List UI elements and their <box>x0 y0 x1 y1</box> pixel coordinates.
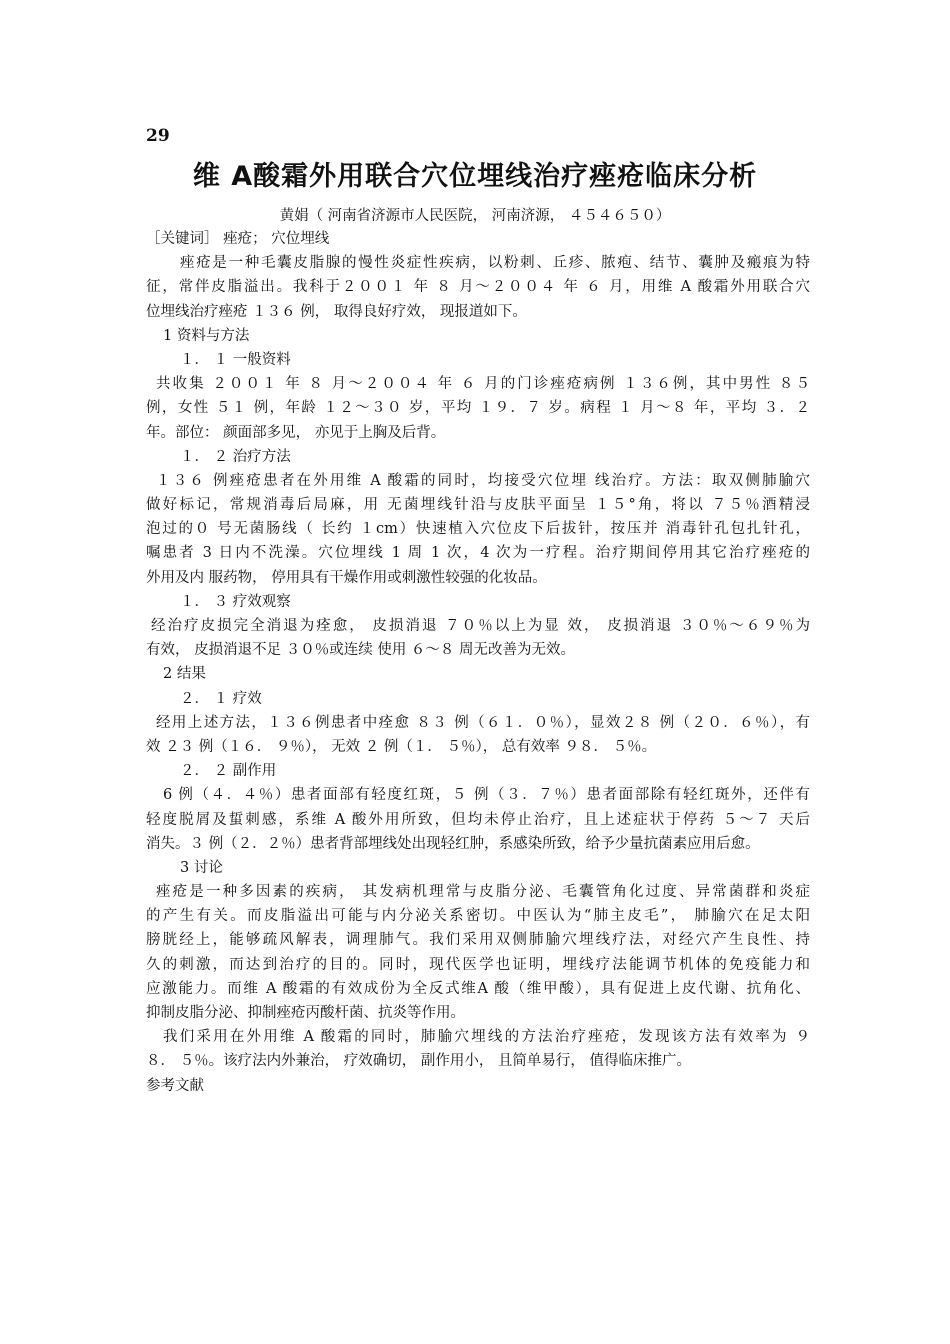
paragraph-line: 消失。３ 例（２．２％）患者背部埋线处出现轻红肿，系感染所致，给予少量抗菌素应用后愈。 <box>146 835 760 852</box>
paragraph-line: ８． ５％。该疗法内外兼治， 疗效确切， 副作用小， 且简单易行， 值得临床推广。 <box>146 1053 692 1070</box>
paragraph-line: 共收集 ２００１ 年 ８ 月～２００４ 年 ６ 月的门诊痤疮病例 １３６例，其中男性 ８５ <box>156 376 810 393</box>
abstract-line: 位埋线治疗痤疮 １３６ 例， 取得良好疗效， 现报道如下。 <box>146 303 527 320</box>
paragraph-line: 泡过的０ 号无菌肠线（ 长约 １cm）快速植入穴位皮下后拔针，按压并 消毒针孔包扎针孔， <box>146 521 810 538</box>
abstract-line: 痤疮是一种毛囊皮脂腺的慢性炎症性疾病，以粉刺、丘疹、脓疱、结节、囊肿及瘢痕为特 <box>180 255 810 272</box>
paragraph-line: 抑制皮脂分泌、抑制痤疮丙酸杆菌、抗炎等作用。 <box>146 1005 465 1021</box>
paragraph-line: 痤疮是一种多因素的疾病， 其发病机理常与皮脂分泌、毛囊管角化过度、异常菌群和炎症 <box>156 884 810 901</box>
paragraph-line: 有效， 皮损消退不足 ３０％或连续 使用 ６～８ 周无改善为无效。 <box>146 642 576 659</box>
abstract-line: 征，常伴皮脂溢出。我科于２００１ 年 ８ 月～２００４ 年 ６ 月，用维 A 酸霜外用联合穴 <box>146 279 810 296</box>
paragraph-line: 我们采用在外用维 A 酸霜的同时，肺腧穴埋线的方法治疗痤疮，发现该方法有效率为 ９ <box>163 1029 810 1046</box>
paragraph-line: 经用上述方法，１３６例患者中痊愈 ８３ 例（６１．０％），显效２８ 例（２０．６％），有 <box>156 714 810 731</box>
paragraph-line: 轻度脱屑及蜇刺感，系维 A 酸外用所致，但均未停止治疗，且上述症状于停药 ５～７ 天后 <box>146 811 810 828</box>
section-heading: 2 结果 <box>163 666 206 683</box>
paragraph-line: 的产生有关。而皮脂溢出可能与内分泌关系密切。中医认为“肺主皮毛”， 肺腧穴在足太阳 <box>146 908 810 925</box>
paragraph-line: 6 例（４．４％）患者面部有轻度红斑，５ 例（３．７％）患者面部除有轻红斑外，还伴有 <box>163 787 810 804</box>
article-body <box>146 227 810 1098</box>
paragraph-line: 嘱患者 3 日内不洗澡。穴位埋线 1 周 1 次，4 次为一疗程。治疗期间停用其它治疗痤疮的 <box>146 545 810 562</box>
subsection-heading: １． ２ 治疗方法 <box>180 448 291 465</box>
subsection-heading: ２． ２ 副作用 <box>180 763 277 780</box>
subsection-heading: １． １ 一般资料 <box>180 351 291 368</box>
paragraph-line: 经治疗皮损完全消退为痊愈， 皮损消退 ７０％以上为显 效， 皮损消退 ３０％～６９％为 <box>151 618 810 634</box>
section-heading: 3 讨论 <box>180 859 223 876</box>
paragraph-line: 膀胱经上，能够疏风解表，调理肺气。我们采用双侧肺腧穴埋线疗法，对经穴产生良性、持 <box>146 932 810 949</box>
paragraph-line: 做好标记，常规消毒后局麻，用 无菌埋线针沿与皮肤平面呈 １５°角，将以 ７５％酒精浸 <box>146 497 810 514</box>
author-affiliation: 黄娟（ 河南省济源市人民医院， 河南济源， ４５４６５０） <box>279 208 671 224</box>
references-heading: 参考文献 <box>146 1077 204 1094</box>
page-number: 29 <box>146 126 170 146</box>
paragraph-line: 年。部位： 颜面部多见， 亦见于上胸及后背。 <box>146 424 446 441</box>
subsection-heading: １． ３ 疗效观察 <box>180 593 291 610</box>
paragraph-line: 外用及内 服药物， 停用具有干燥作用或刺激性较强的化妆品。 <box>146 569 547 586</box>
paragraph-line: 应激能力。而维 A 酸霜的有效成份为全反式维A 酸（维甲酸），具有促进上皮代谢、抗角化、 <box>146 980 810 997</box>
paragraph-line: 久的刺激，而达到治疗的目的。同时，现代医学也证明，埋线疗法能调节机体的免疫能力和 <box>146 956 810 973</box>
keywords: ［关键词］ 痤疮； 穴位埋线 <box>146 231 330 247</box>
section-heading: 1 资料与方法 <box>163 327 250 344</box>
paragraph-line: 例，女性 ５１ 例，年龄 １２～３０ 岁，平均 １９．７ 岁。病程 １ 月～８ 年，平均 ３．２ <box>146 400 810 417</box>
article-title: 维 A酸霜外用联合穴位埋线治疗痤疮临床分析 <box>192 161 758 192</box>
paragraph-line: １３６ 例痤疮患者在外用维 A 酸霜的同时，均接受穴位埋 线治疗。方法：取双侧肺腧穴 <box>156 472 810 489</box>
paragraph-line: 效 ２３ 例（１６． ９％）， 无效 ２ 例（１． ５％）， 总有效率 ９８． ５％。 <box>146 738 657 755</box>
subsection-heading: ２． １ 疗效 <box>180 690 262 707</box>
